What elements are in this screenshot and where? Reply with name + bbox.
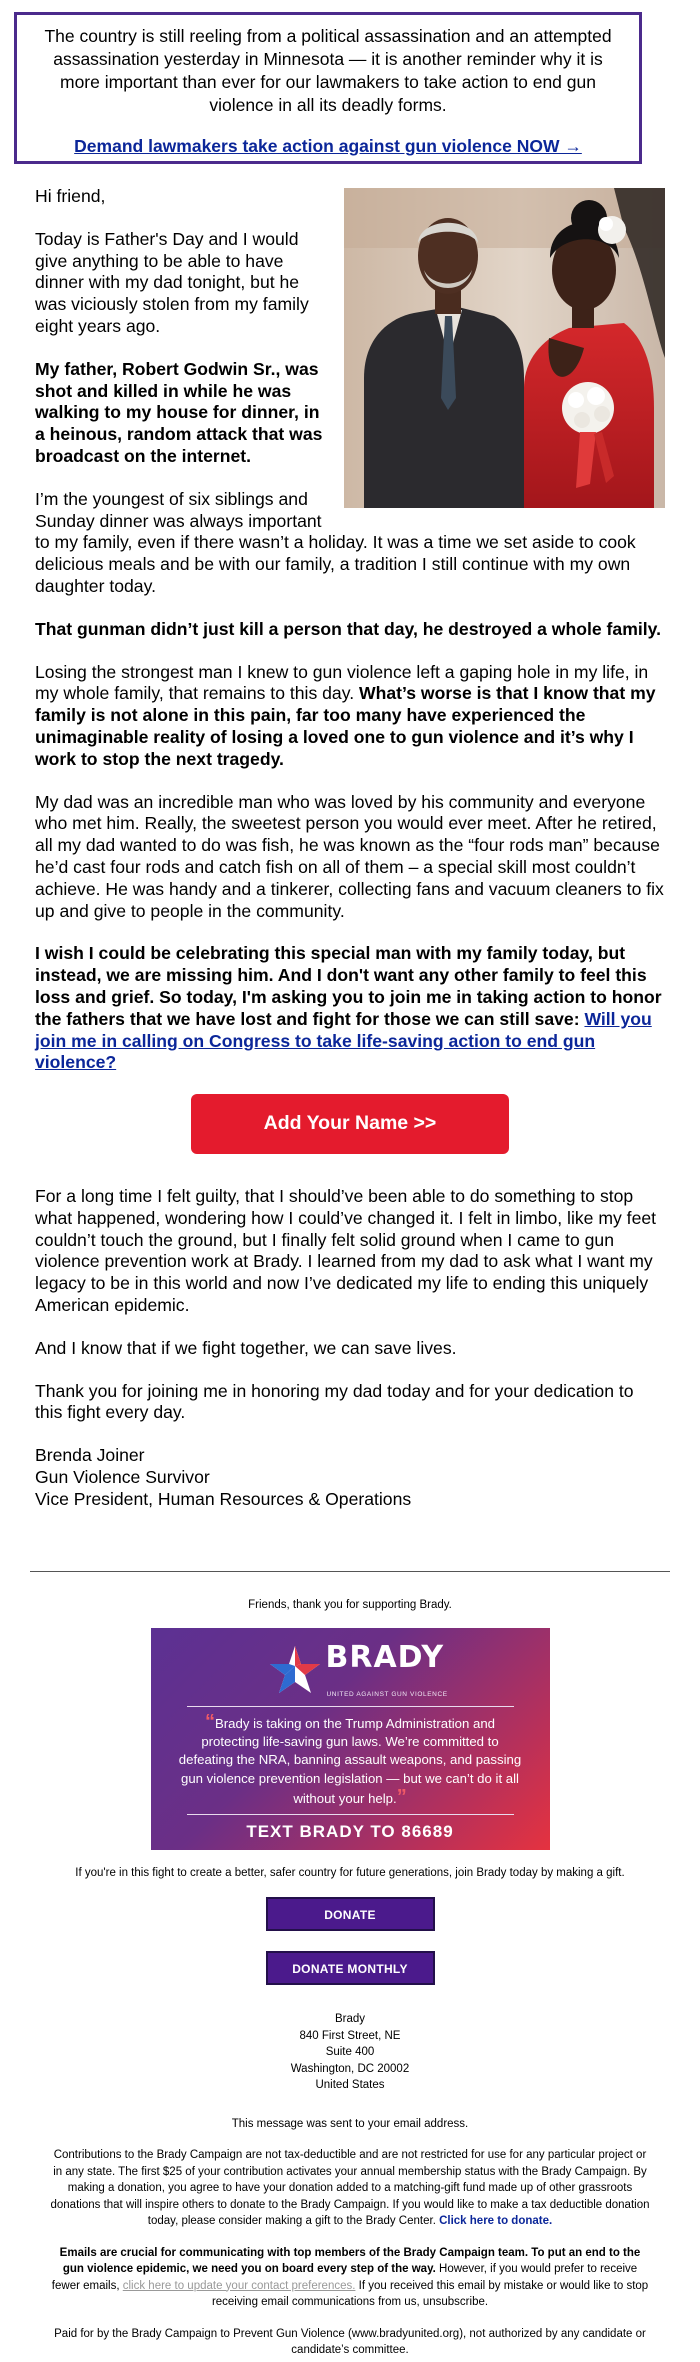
brady-star-logo-icon xyxy=(268,1644,322,1694)
alert-box xyxy=(14,12,642,164)
footer-pitch: If you're in this fight to create a better, safer country for future generations, join Brady today by making a gift. xyxy=(75,1866,625,1879)
address-street: 840 First Street, NE xyxy=(299,2029,401,2042)
greeting: Hi friend, xyxy=(35,186,106,206)
paragraph-father-killed: My father, Robert Godwin Sr., was shot and killed in while he was walking to my house for dinner, in a heinous, random attack that was broadcast on the internet. xyxy=(35,358,323,466)
signature xyxy=(35,1445,665,1510)
address-suite: Suite 400 xyxy=(325,2046,375,2058)
divider xyxy=(30,1571,670,1572)
add-your-name-button[interactable]: Add Your Name >> xyxy=(191,1094,509,1154)
email-preferences: Emails are crucial for communicating with top members of the Brady Campaign team. To put an end to the gun violence epidemic, we need you on board every step of the way. However, if you would prefer to receive fewer emails, click here to update your contact preferences. If you received this email by mistake or would like to stop receiving email communications from us, unsubscribe. xyxy=(51,2246,649,2308)
join-me-link[interactable]: Will you join me in calling on Congress to take life-saving action to end gun violence? xyxy=(35,1008,652,1073)
paragraph-ask: I wish I could be celebrating this special man with my family today, but instead, we are missing him. And I don't want any other family to feel this loss and grief. So today, I'm asking you to join me in taking action to honor the fathers that we have lost and fight for those we can still save: Will you join me in calling on Congress to take life-saving action to end gun violence? xyxy=(35,943,662,1073)
sent-notice: This message was sent to your email address. xyxy=(231,2117,469,2130)
paid-for-by: Paid for by the Brady Campaign to Prevent Gun Violence (www.bradyunited.org), not authorized by any candidate or candidate’s committee. xyxy=(54,2327,646,2356)
alert-text: The country is still reeling from a political assassination and an attempted assassination yesterday in Minnesota — it is another reminder why it is more important than ever for our lawmakers to take action to end gun violence in all its deadly forms. xyxy=(44,26,612,115)
donate-button[interactable]: DONATE xyxy=(266,1897,435,1931)
update-preferences-link[interactable]: click here to update your contact preferences. xyxy=(122,2279,356,2292)
paragraph-not-alone: Losing the strongest man I knew to gun violence left a gaping hole in my life, in my whole family, that remains to this day. What’s worse is that I know that my family is not alone in this pain, far too many have experienced the unimaginable reality of losing a loved one to gun violence and it’s why I work to stop the next tragedy. xyxy=(35,661,656,769)
signature-name: Brenda Joiner xyxy=(35,1445,145,1466)
brady-banner[interactable] xyxy=(151,1628,550,1850)
paragraph-thank-you: Thank you for joining me in honoring my dad today and for your dedication to this fight every day. xyxy=(35,1380,634,1423)
address-org: Brady xyxy=(334,2013,366,2025)
banner-quote: “Brady is taking on the Trump Administration and protecting life-saving gun laws. We’re committed to defeating the NRA, banning assault weapons, and passing gun violence prevention legislation — but we can’t do it all without your help.” xyxy=(178,1710,522,1809)
footer xyxy=(50,1595,650,2359)
father-daughter-photo xyxy=(344,188,665,508)
address-city: Washington, DC 20002 xyxy=(290,2062,410,2075)
donate-monthly-button[interactable]: DONATE MONTHLY xyxy=(266,1951,435,1985)
paragraph-sunday-dinner: I’m the youngest of six siblings and Sunday dinner was always important to my family, even if there wasn’t a holiday. It was a time we set aside to cook delicious meals and be with our family, a tradition I still continue with my own daughter today. xyxy=(35,488,636,596)
paragraph-save-lives: And I know that if we fight together, we can save lives. xyxy=(35,1337,457,1358)
address-country: United States xyxy=(315,2079,385,2091)
close-quote-icon: ” xyxy=(396,1786,407,1809)
paragraph-incredible-man: My dad was an incredible man who was loved by his community and everyone who met him. Really, the sweetest person you would ever meet. After he retired, all my dad wanted to do was fish, he was known as the “four rods man” because he’d cast four rods and catch fish on all of them – a special skill most couldn’t achieve. He was handy and a tinkerer, collecting fans and vacuum cleaners to fix up and give to people in the community. xyxy=(35,791,664,921)
banner-brand: BRADY xyxy=(325,1639,445,1675)
banner-tagline: UNITED AGAINST GUN VIOLENCE xyxy=(326,1690,448,1698)
legal-disclaimer: Contributions to the Brady Campaign are not tax-deductible and are not restricted for use for any particular project or in any state. The first $25 of your contribution activates your annual membership status with the Brady Campaign. By making a donation, you agree to have your donation added to a matching-gift fund made up of other grassroots donations that will inspire others to donate to the Brady Campaign. If you would like to make a tax deductible donation today, please consider making a gift to the Brady Center. Click here to donate. xyxy=(50,2149,650,2227)
paragraph-destroyed-family: That gunman didn’t just kill a person that day, he destroyed a whole family. xyxy=(35,618,661,639)
footer-thanks: Friends, thank you for supporting Brady. xyxy=(248,1599,452,1611)
signature-title-2: Vice President, Human Resources & Operations xyxy=(35,1488,412,1509)
letter-body xyxy=(35,186,665,1511)
paragraph-fathers-day: Today is Father's Day and I would give anything to be able to have dinner with my dad tonight, but he was viciously stolen from my family eight years ago. xyxy=(35,228,309,336)
open-quote-icon: “ xyxy=(204,1710,215,1733)
paragraph-felt-guilty: For a long time I felt guilty, that I should’ve been able to do something to stop what happened, wondering how I could’ve changed it. I felt in limbo, like my feet couldn’t touch the ground, but I finally felt solid ground when I came to gun violence prevention work at Brady. I learned from my dad to ask what I want my legacy to be in this world and now I’ve dedicated my life to ending this uniquely American epidemic. xyxy=(35,1186,657,1316)
cta-container xyxy=(35,1094,665,1154)
banner-text-cta: TEXT BRADY TO 86689 xyxy=(246,1821,454,1841)
banner-rule-top xyxy=(187,1706,514,1707)
demand-action-link[interactable]: Demand lawmakers take action against gun violence NOW → xyxy=(74,136,582,156)
signature-title-1: Gun Violence Survivor xyxy=(35,1467,210,1488)
click-here-to-donate-link[interactable]: Click here to donate. xyxy=(439,2215,553,2227)
banner-rule-bottom xyxy=(187,1814,514,1815)
